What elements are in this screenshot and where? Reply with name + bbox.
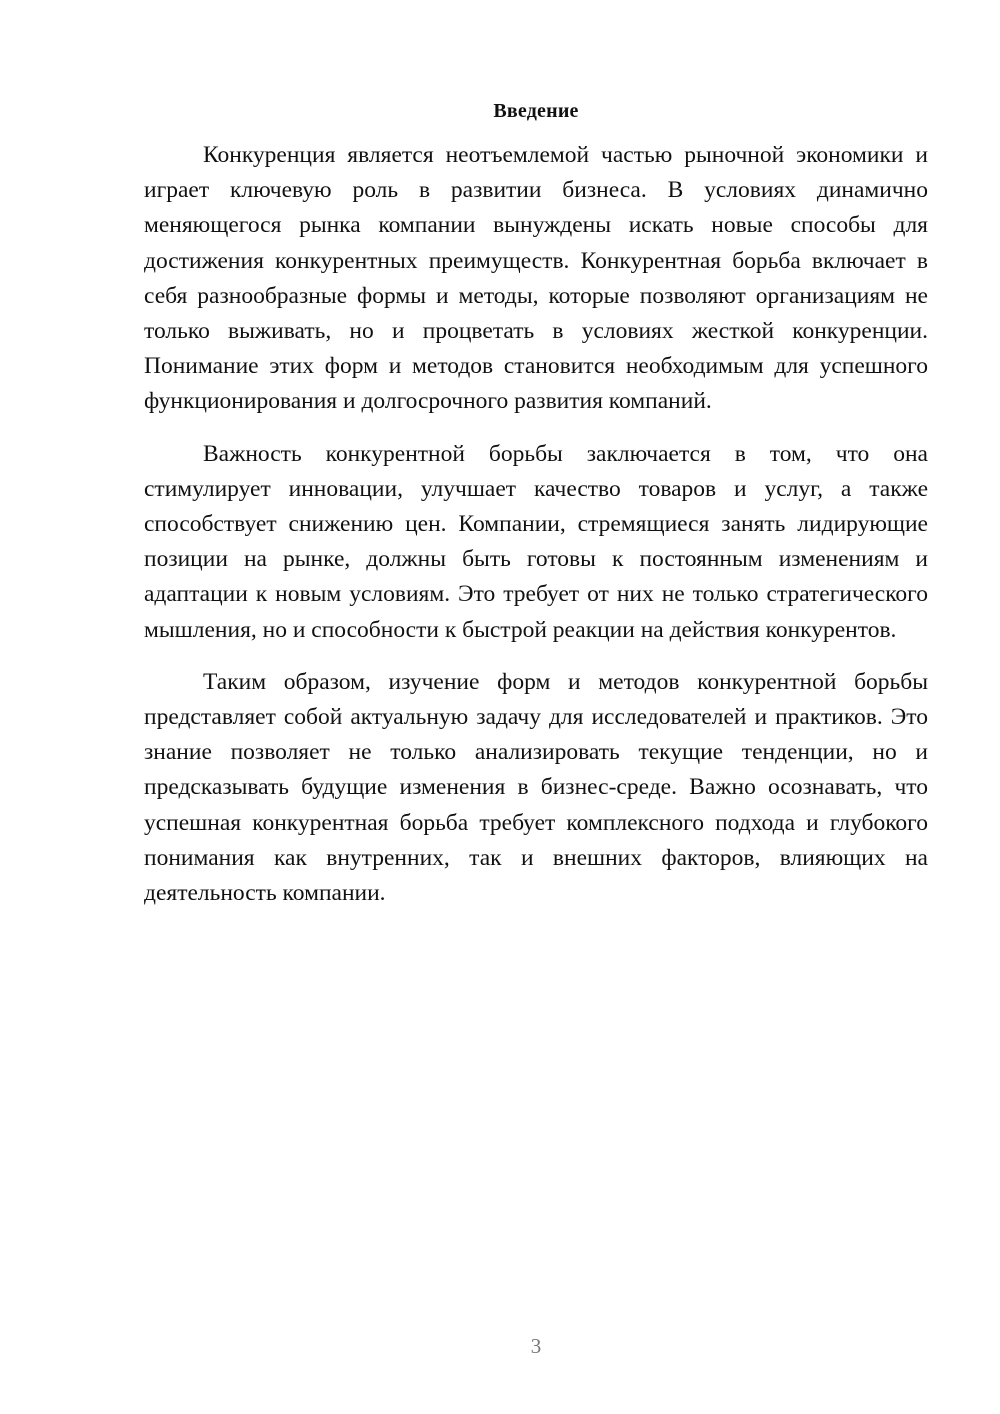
paragraph-1: Конкуренция является неотъемлемой частью рыночной экономики и играет ключевую роль в развитии бизнеса. В условиях динамично меняющегося рынка компании вынуждены искать новые способы для достижения конкурентных преимуществ. Конкурентная борьба включает в себя разнообразные формы и методы, которые позволяют организациям не только выживать, но и процветать в условиях жесткой конкуренции. Понимание этих форм и методов становится необходимым для успешного функционирования и долгосрочного развития компаний.	[144, 142, 928, 415]
paragraph-3: Таким образом, изучение форм и методов конкурентной борьбы представляет собой актуальную задачу для исследователей и практиков. Это знание позволяет не только анализировать текущие тенденции, но и предсказывать будущие изменения в бизнес-среде. Важно осознавать, что успешная конкурентная борьба требует комплексного подхода и глубокого понимания как внутренних, так и внешних факторов, влияющих на деятельность компании.	[144, 668, 928, 907]
section-title: Введение	[493, 100, 579, 122]
page-content	[144, 96, 928, 928]
page-number: 3	[530, 1334, 542, 1358]
paragraph-2: Важность конкурентной борьбы заключается в том, что она стимулирует инновации, улучшает качество товаров и услуг, а также способствует снижению цен. Компании, стремящиеся занять лидирующие позиции на рынке, должны быть готовы к постоянным изменениям и адаптации к новым условиям. Это требует от них не только стратегического мышления, но и способности к быстрой реакции на действия конкурентов.	[144, 440, 928, 643]
